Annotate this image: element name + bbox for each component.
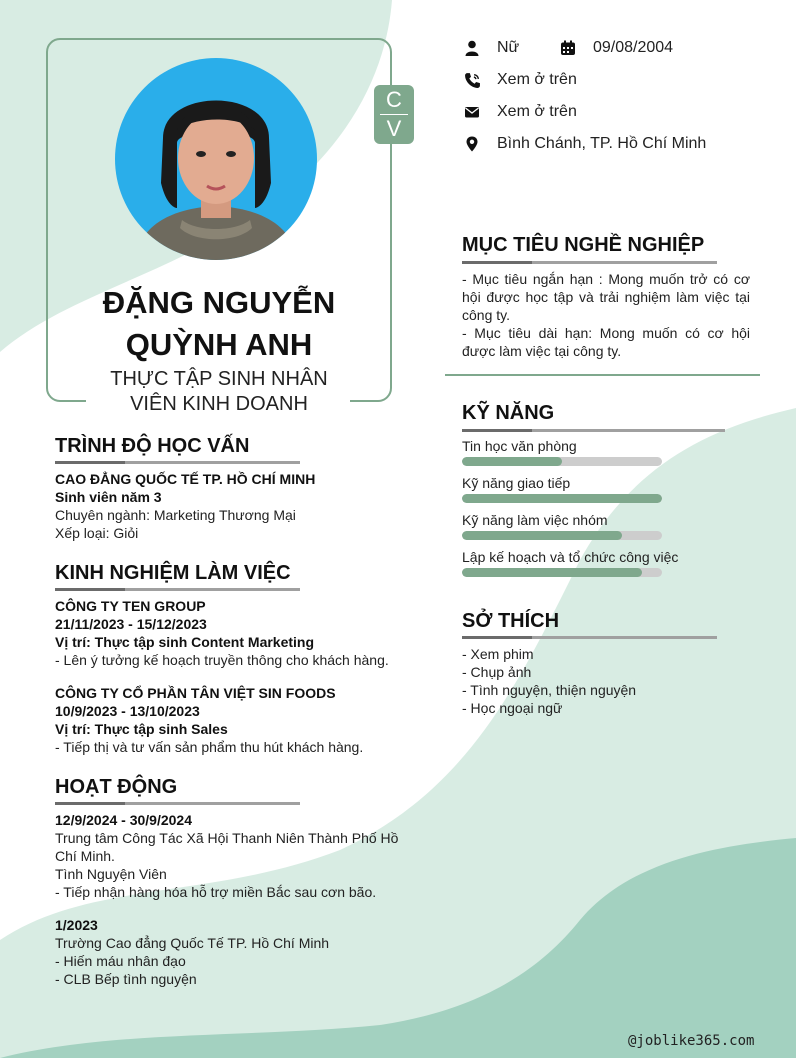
activities-title-underline xyxy=(55,802,300,805)
skill-bar xyxy=(462,457,662,466)
job-dates: 21/11/2023 - 15/12/2023 xyxy=(55,616,207,632)
location-pin-icon xyxy=(464,136,480,152)
hobby-item: - Tình nguyện, thiện nguyện xyxy=(462,682,637,698)
hobby-item: - Xem phim xyxy=(462,646,534,662)
job-dates: 10/9/2023 - 13/10/2023 xyxy=(55,703,200,719)
candidate-name xyxy=(60,282,378,366)
cv-letter-c: C xyxy=(386,87,402,112)
calendar-icon xyxy=(560,40,576,56)
experience-title: KINH NGHIỆM LÀM VIỆC xyxy=(55,562,291,584)
experience-title-underline xyxy=(55,588,300,591)
activity-org: Trường Cao đẳng Quốc Tế TP. Hồ Chí Minh xyxy=(55,935,330,951)
objective-title-underline xyxy=(462,261,717,264)
activity-role: Tình Nguyện Viên xyxy=(55,866,167,882)
objective-text xyxy=(462,270,750,360)
envelope-icon xyxy=(464,104,480,120)
role-line-2: VIÊN KINH DOANH xyxy=(130,393,308,415)
cv-badge-divider xyxy=(380,114,408,115)
hobby-item: - Chụp ảnh xyxy=(462,664,532,680)
job-description: - Tiếp thị và tư vấn sản phẩm thu hút khách hàng. xyxy=(55,739,364,755)
phone-row xyxy=(464,69,664,91)
job-entry xyxy=(55,684,363,756)
job-entry xyxy=(55,597,389,669)
email-row xyxy=(464,101,664,123)
job-position: Vị trí: Thực tập sinh Content Marketing xyxy=(55,634,315,650)
job-company: CÔNG TY CỔ PHẦN TÂN VIỆT SIN FOODS xyxy=(55,685,336,701)
activity-dates: 1/2023 xyxy=(55,917,98,933)
role-line-1: THỰC TẬP SINH NHÂN xyxy=(110,368,328,390)
education-title-underline xyxy=(55,461,300,464)
skill-label: Kỹ năng làm việc nhóm xyxy=(462,512,608,528)
job-position: Vị trí: Thực tập sinh Sales xyxy=(55,721,228,737)
phone-text: Xem ở trên xyxy=(497,71,577,88)
watermark: @joblike365.com xyxy=(628,1033,755,1049)
objective-title: MỤC TIÊU NGHỀ NGHIỆP xyxy=(462,234,705,256)
activity-entry xyxy=(55,916,329,988)
activity-org: Trung tâm Công Tác Xã Hội Thanh Niên Thành Phố Hồ xyxy=(55,830,399,846)
email-text: Xem ở trên xyxy=(497,103,577,120)
gender-text: Nữ xyxy=(497,39,520,56)
activities-title: HOẠT ĐỘNG xyxy=(55,776,178,798)
hobbies-list xyxy=(462,645,636,717)
skills-title-underline xyxy=(462,429,725,432)
cv-badge xyxy=(374,85,414,144)
activity-org-cont: Chí Minh. xyxy=(55,848,115,864)
job-company: CÔNG TY TEN GROUP xyxy=(55,598,206,614)
hobby-item: - Học ngoại ngữ xyxy=(462,700,563,716)
skill-label: Tin học văn phòng xyxy=(462,438,577,454)
candidate-role xyxy=(60,367,378,417)
activity-item: - Hiến máu nhân đạo xyxy=(55,953,186,969)
activity-entry xyxy=(55,811,398,901)
skill-bar-fill xyxy=(462,531,622,540)
birthdate-row xyxy=(560,37,700,59)
skill-bar-fill xyxy=(462,457,562,466)
education-school: CAO ĐẲNG QUỐC TẾ TP. HỒ CHÍ MINH xyxy=(55,471,316,487)
name-line-1: ĐẶNG NGUYỄN xyxy=(102,285,336,320)
section-divider xyxy=(445,374,760,376)
activity-description: - Tiếp nhận hàng hóa hỗ trợ miền Bắc sau cơn bão. xyxy=(55,884,377,900)
address-text: Bình Chánh, TP. Hồ Chí Minh xyxy=(497,135,707,152)
objective-short-term: - Mục tiêu ngắn hạn : Mong muốn trở có cơ hội được học tập và trải nghiệm làm việc tại công ty. xyxy=(462,271,750,323)
profile-photo xyxy=(115,58,317,260)
education-title: TRÌNH ĐỘ HỌC VẤN xyxy=(55,435,250,457)
skill-bar-fill xyxy=(462,494,662,503)
activity-dates: 12/9/2024 - 30/9/2024 xyxy=(55,812,193,828)
education-block xyxy=(55,470,315,542)
skill-bar xyxy=(462,568,662,577)
education-major: Chuyên ngành: Marketing Thương Mại xyxy=(55,507,296,523)
skill-bar-fill xyxy=(462,568,642,577)
job-description: - Lên ý tưởng kế hoạch truyền thông cho khách hàng. xyxy=(55,652,389,668)
hobbies-title-underline xyxy=(462,636,717,639)
skill-bar xyxy=(462,494,662,503)
birthdate-text: 09/08/2004 xyxy=(593,39,674,56)
skill-label: Lập kế hoạch và tổ chức công việc xyxy=(462,549,679,565)
education-grade: Xếp loại: Giỏi xyxy=(55,525,139,541)
skills-title: KỸ NĂNG xyxy=(462,402,555,424)
hobbies-title: SỞ THÍCH xyxy=(462,610,560,632)
objective-long-term: - Mục tiêu dài hạn: Mong muốn có cơ hội được làm việc tại công ty. xyxy=(462,325,750,359)
address-row xyxy=(464,133,744,155)
user-icon xyxy=(464,40,480,56)
activity-item: - CLB Bếp tình nguyện xyxy=(55,971,197,987)
name-line-2: QUỲNH ANH xyxy=(125,327,313,362)
phone-icon xyxy=(464,72,481,89)
education-year: Sinh viên năm 3 xyxy=(55,489,162,505)
skill-bar xyxy=(462,531,662,540)
skill-label: Kỹ năng giao tiếp xyxy=(462,475,571,491)
cv-letter-v: V xyxy=(386,116,402,141)
